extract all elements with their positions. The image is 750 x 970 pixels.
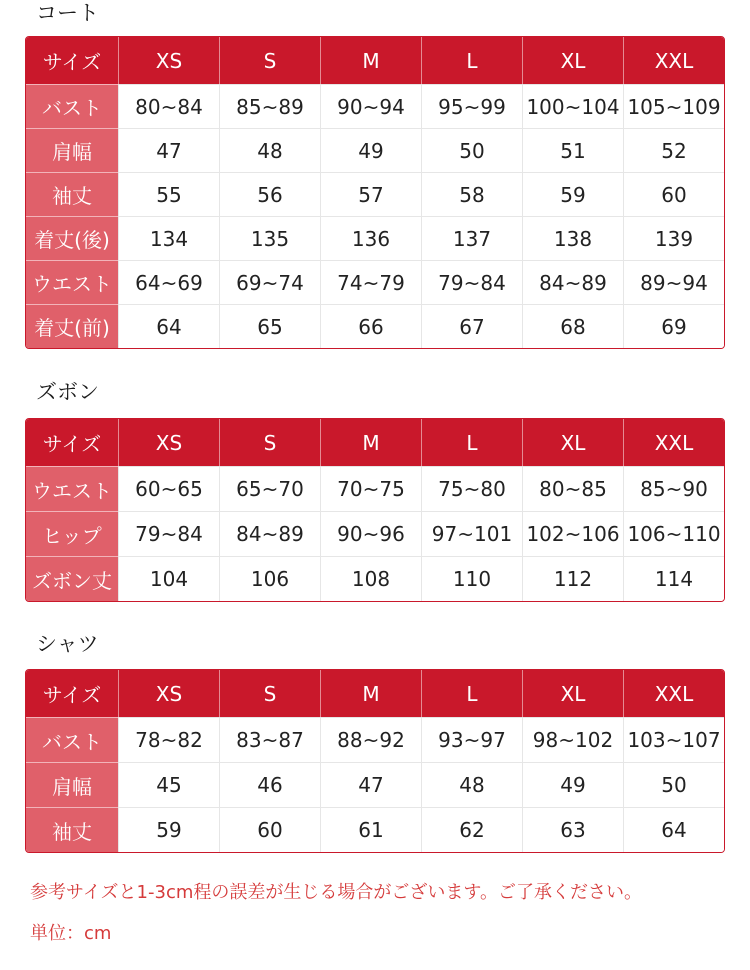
table-header-row	[26, 419, 724, 466]
table-cell: 56	[219, 172, 320, 216]
header-cell-xxl: XXL	[623, 670, 724, 717]
table-row	[26, 511, 724, 556]
table-cell: 46	[219, 762, 320, 807]
pants-title: ズボン	[36, 380, 99, 404]
table-row	[26, 807, 724, 852]
table-cell: 59	[522, 172, 623, 216]
table-cell: 93~97	[421, 717, 522, 762]
header-cell-xs: XS	[118, 670, 219, 717]
table-cell: 88~92	[320, 717, 421, 762]
table-cell: 138	[522, 216, 623, 260]
table-cell: 134	[118, 216, 219, 260]
table-cell: 97~101	[421, 511, 522, 556]
table-header-row	[26, 37, 724, 84]
row-label-cell: バスト	[26, 84, 118, 128]
header-cell-xxl: XXL	[623, 37, 724, 84]
table-cell: 48	[421, 762, 522, 807]
table-cell: 69~74	[219, 260, 320, 304]
table-cell: 89~94	[623, 260, 724, 304]
table-cell: 65	[219, 304, 320, 348]
shirt-title: シャツ	[36, 632, 99, 656]
table-cell: 106~110	[623, 511, 724, 556]
header-cell-s: S	[219, 419, 320, 466]
table-cell: 49	[320, 128, 421, 172]
table-cell: 50	[421, 128, 522, 172]
table-cell: 64~69	[118, 260, 219, 304]
header-cell-xxl: XXL	[623, 419, 724, 466]
pants-size-table	[25, 418, 725, 602]
header-cell-m: M	[320, 37, 421, 84]
table-cell: 102~106	[522, 511, 623, 556]
header-cell-m: M	[320, 670, 421, 717]
table-cell: 137	[421, 216, 522, 260]
header-cell-s: S	[219, 37, 320, 84]
table-cell: 55	[118, 172, 219, 216]
table-cell: 74~79	[320, 260, 421, 304]
table-cell: 98~102	[522, 717, 623, 762]
table-row	[26, 128, 724, 172]
header-cell-size: サイズ	[26, 670, 118, 717]
table-cell: 90~96	[320, 511, 421, 556]
table-cell: 84~89	[219, 511, 320, 556]
shirt-size-table	[25, 669, 725, 853]
table-cell: 84~89	[522, 260, 623, 304]
unit-label: 単位：cm	[30, 923, 112, 944]
table-cell: 80~84	[118, 84, 219, 128]
table-cell: 75~80	[421, 466, 522, 511]
row-label-cell: ヒップ	[26, 511, 118, 556]
table-cell: 114	[623, 556, 724, 601]
table-cell: 69	[623, 304, 724, 348]
table-cell: 95~99	[421, 84, 522, 128]
row-label-cell: 着丈(後)	[26, 216, 118, 260]
table-row	[26, 466, 724, 511]
header-cell-l: L	[421, 37, 522, 84]
table-cell: 83~87	[219, 717, 320, 762]
header-cell-xl: XL	[522, 37, 623, 84]
header-cell-xs: XS	[118, 419, 219, 466]
table-cell: 103~107	[623, 717, 724, 762]
header-cell-xl: XL	[522, 419, 623, 466]
header-cell-l: L	[421, 419, 522, 466]
table-cell: 60~65	[118, 466, 219, 511]
table-cell: 106	[219, 556, 320, 601]
header-cell-m: M	[320, 419, 421, 466]
table-cell: 112	[522, 556, 623, 601]
table-cell: 49	[522, 762, 623, 807]
table-cell: 110	[421, 556, 522, 601]
table-row	[26, 260, 724, 304]
table-cell: 58	[421, 172, 522, 216]
table-cell: 61	[320, 807, 421, 852]
header-cell-xs: XS	[118, 37, 219, 84]
table-cell: 62	[421, 807, 522, 852]
row-label-cell: ウエスト	[26, 260, 118, 304]
table-row	[26, 216, 724, 260]
table-cell: 105~109	[623, 84, 724, 128]
table-cell: 45	[118, 762, 219, 807]
table-cell: 135	[219, 216, 320, 260]
row-label-cell: ズボン丈	[26, 556, 118, 601]
table-cell: 80~85	[522, 466, 623, 511]
table-cell: 57	[320, 172, 421, 216]
table-cell: 79~84	[118, 511, 219, 556]
table-cell: 104	[118, 556, 219, 601]
table-cell: 65~70	[219, 466, 320, 511]
header-cell-l: L	[421, 670, 522, 717]
table-cell: 85~90	[623, 466, 724, 511]
table-row	[26, 717, 724, 762]
table-row	[26, 172, 724, 216]
header-cell-s: S	[219, 670, 320, 717]
row-label-cell: 袖丈	[26, 807, 118, 852]
header-cell-size: サイズ	[26, 419, 118, 466]
table-cell: 50	[623, 762, 724, 807]
table-cell: 60	[623, 172, 724, 216]
table-cell: 63	[522, 807, 623, 852]
table-cell: 90~94	[320, 84, 421, 128]
table-cell: 59	[118, 807, 219, 852]
row-label-cell: ウエスト	[26, 466, 118, 511]
table-cell: 64	[623, 807, 724, 852]
table-cell: 47	[118, 128, 219, 172]
table-header-row	[26, 670, 724, 717]
table-row	[26, 304, 724, 348]
table-cell: 48	[219, 128, 320, 172]
row-label-cell: 袖丈	[26, 172, 118, 216]
table-row	[26, 556, 724, 601]
row-label-cell: 肩幅	[26, 762, 118, 807]
row-label-cell: 肩幅	[26, 128, 118, 172]
size-disclaimer-note: 参考サイズと1-3cm程の誤差が生じる場合がございます。ご了承ください。	[30, 882, 642, 903]
coat-title: コート	[36, 1, 99, 25]
table-cell: 78~82	[118, 717, 219, 762]
table-row	[26, 762, 724, 807]
table-cell: 47	[320, 762, 421, 807]
row-label-cell: バスト	[26, 717, 118, 762]
table-cell: 136	[320, 216, 421, 260]
table-cell: 67	[421, 304, 522, 348]
table-cell: 60	[219, 807, 320, 852]
table-cell: 64	[118, 304, 219, 348]
table-cell: 68	[522, 304, 623, 348]
table-cell: 79~84	[421, 260, 522, 304]
header-cell-xl: XL	[522, 670, 623, 717]
table-cell: 52	[623, 128, 724, 172]
table-cell: 100~104	[522, 84, 623, 128]
table-cell: 70~75	[320, 466, 421, 511]
table-cell: 139	[623, 216, 724, 260]
row-label-cell: 着丈(前)	[26, 304, 118, 348]
table-row	[26, 84, 724, 128]
table-cell: 108	[320, 556, 421, 601]
table-cell: 66	[320, 304, 421, 348]
header-cell-size: サイズ	[26, 37, 118, 84]
table-cell: 51	[522, 128, 623, 172]
table-cell: 85~89	[219, 84, 320, 128]
coat-size-table	[25, 36, 725, 349]
